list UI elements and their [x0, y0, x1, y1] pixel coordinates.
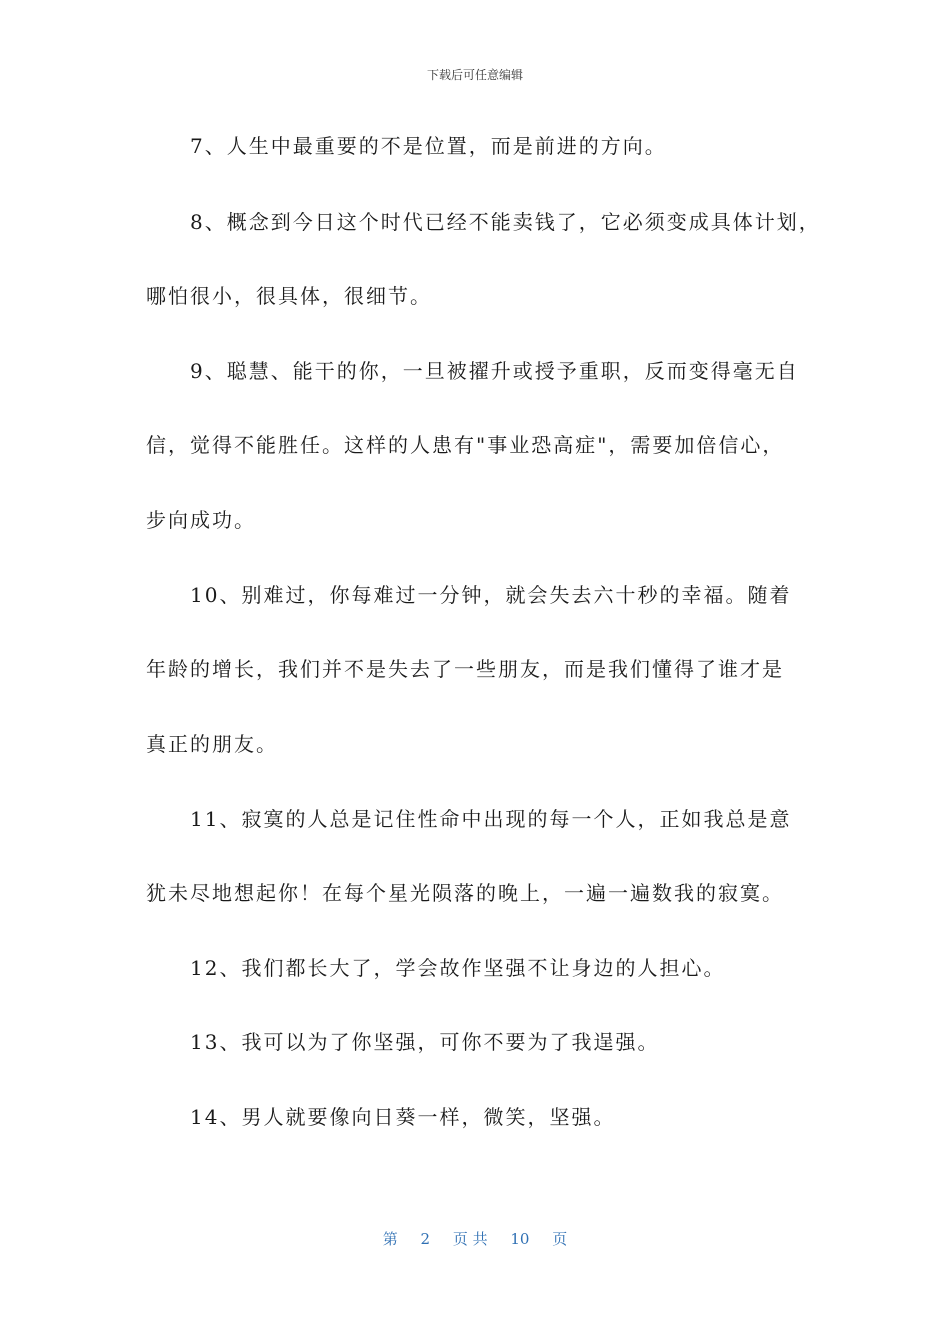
page-footer — [0, 1228, 950, 1249]
footer-total-pages: 10 — [510, 1230, 530, 1248]
paragraph-10-line-1: 10、别难过，你每难过一分钟，就会失去六十秒的幸福。随着 — [190, 583, 792, 607]
paragraph-11-line-2: 犹未尽地想起你！在每个星光陨落的晚上，一遍一遍数我的寂寞。 — [146, 881, 784, 905]
paragraph-13-line-1: 13、我可以为了你坚强，可你不要为了我逞强。 — [190, 1030, 660, 1054]
paragraph-9-line-3: 步向成功。 — [146, 508, 256, 532]
paragraph-12-line-1: 12、我们都长大了，学会故作坚强不让身边的人担心。 — [190, 956, 726, 980]
footer-prefix: 第 — [382, 1230, 398, 1248]
footer-page-number: 2 — [420, 1230, 431, 1248]
footer-suffix: 页 — [552, 1230, 568, 1248]
page-header: 下载后可任意编辑 — [426, 68, 523, 82]
paragraph-10-line-2: 年龄的增长，我们并不是失去了一些朋友，而是我们懂得了谁才是 — [146, 657, 784, 681]
paragraph-7-line-1: 7、人生中最重要的不是位置，而是前进的方向。 — [190, 134, 667, 158]
paragraph-9-line-1: 9、聪慧、能干的你，一旦被擢升或授予重职，反而变得毫无自 — [190, 359, 799, 383]
paragraph-14-line-1: 14、男人就要像向日葵一样，微笑，坚强。 — [190, 1105, 616, 1129]
paragraph-10-line-3: 真正的朋友。 — [146, 732, 278, 756]
paragraph-8-line-2: 哪怕很小，很具体，很细节。 — [146, 284, 432, 308]
paragraph-11-line-1: 11、寂寞的人总是记住性命中出现的每一个人，正如我总是意 — [190, 807, 792, 831]
paragraph-9-line-2: 信，觉得不能胜任。这样的人患有"事业恐高症"，需要加倍信心， — [146, 433, 785, 457]
footer-mid: 页 共 — [452, 1230, 488, 1248]
paragraph-8-line-1: 8、概念到今日这个时代已经不能卖钱了，它必须变成具体计划， — [190, 210, 821, 234]
